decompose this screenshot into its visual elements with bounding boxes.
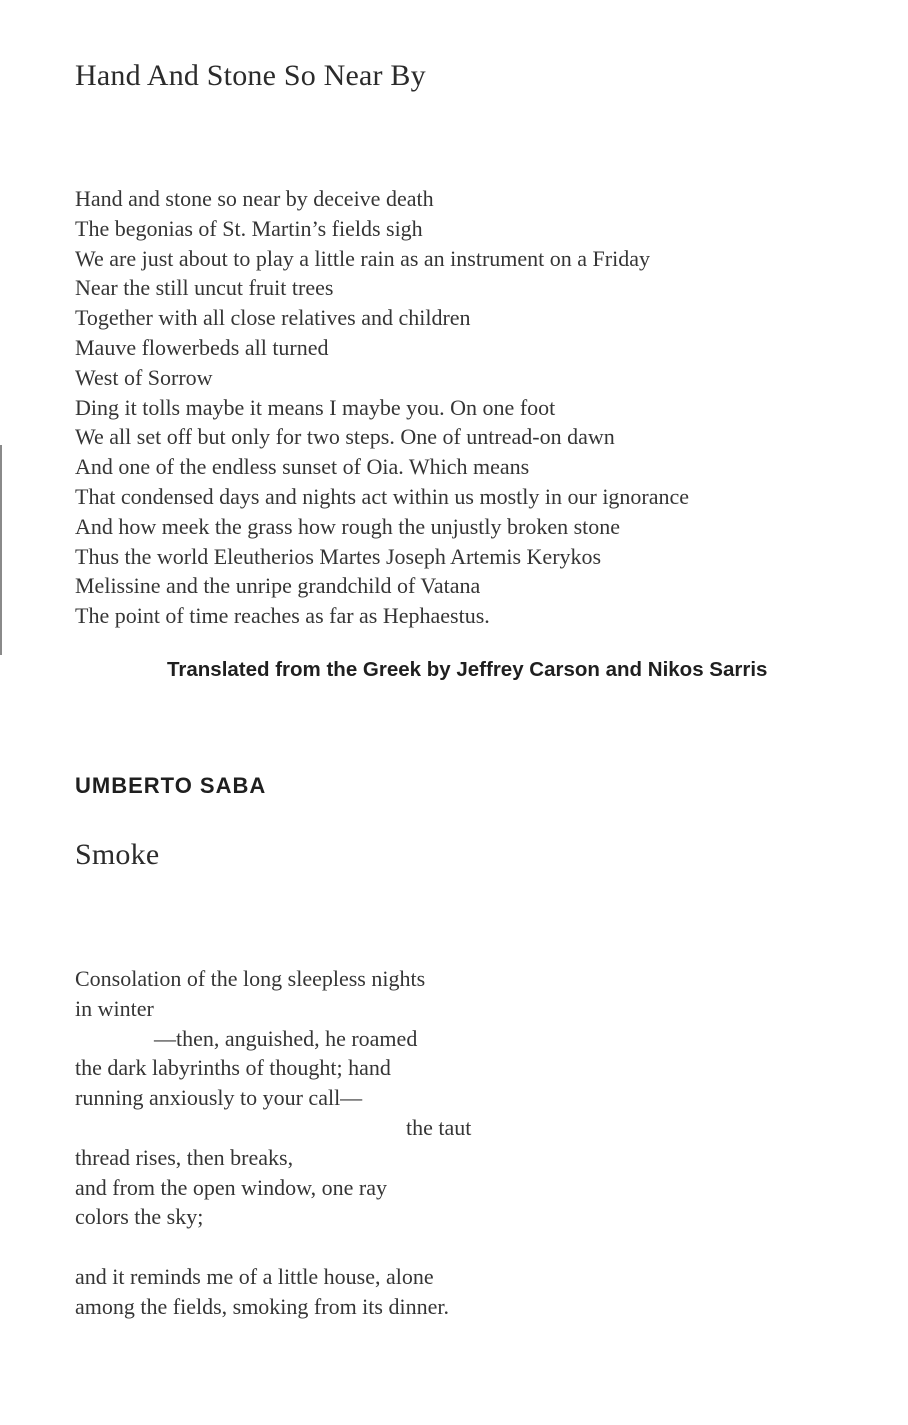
- poem-line: We are just about to play a little rain as an instrument on a Friday: [75, 245, 650, 271]
- poem-line: Consolation of the long sleepless nights: [75, 966, 426, 991]
- poem-title: Hand And Stone So Near By: [75, 59, 426, 92]
- poem-line: Mauve flowerbeds all turned: [75, 334, 329, 360]
- poem-line: The begonias of St. Martin’s fields sigh: [75, 215, 423, 241]
- translator-credit: Translated from the Greek by Jeffrey Carson and Nikos Sarris: [167, 658, 768, 681]
- poem-line: —then, anguished, he roamed: [154, 1025, 418, 1051]
- poem-line: colors the sky;: [75, 1204, 204, 1230]
- poem-body: [75, 964, 471, 1322]
- poem-line: The point of time reaches as far as Hephaestus.: [75, 603, 490, 629]
- author-name: UMBERTO SABA: [75, 773, 267, 798]
- poem-line: Together with all close relatives and children: [75, 305, 471, 331]
- poem-line: the dark labyrinths of thought; hand: [75, 1055, 391, 1081]
- poem-line: running anxiously to your call—: [75, 1085, 363, 1111]
- poem-line: the taut: [406, 1114, 472, 1140]
- poem-line: Ding it tolls maybe it means I maybe you. On one foot: [75, 394, 556, 420]
- poem-line: West of Sorrow: [75, 364, 213, 390]
- poem-line: We all set off but only for two steps. One of untread-on dawn: [75, 424, 615, 450]
- poem-line: thread rises, then breaks,: [75, 1144, 294, 1170]
- poem-line: And one of the endless sunset of Oia. Which means: [75, 454, 530, 480]
- poem-line: That condensed days and nights act within us mostly in our ignorance: [75, 483, 690, 509]
- poem-title: Smoke: [75, 838, 160, 871]
- poem-line: Near the still uncut fruit trees: [75, 275, 334, 301]
- poem-line: and from the open window, one ray: [75, 1174, 387, 1200]
- binding-edge-mark: [0, 445, 2, 655]
- poem-line: in winter: [75, 995, 154, 1021]
- poem-line: Hand and stone so near by deceive death: [75, 186, 434, 211]
- poem-line: Thus the world Eleutherios Martes Joseph Artemis Kerykos: [75, 543, 602, 569]
- poem-line: among the fields, smoking from its dinner.: [75, 1293, 449, 1319]
- poem-body: [75, 184, 689, 631]
- poem-line: Melissine and the unripe grandchild of Vatana: [75, 573, 481, 599]
- poem-line: And how meek the grass how rough the unjustly broken stone: [75, 513, 621, 539]
- poem-line: and it reminds me of a little house, alone: [75, 1264, 434, 1290]
